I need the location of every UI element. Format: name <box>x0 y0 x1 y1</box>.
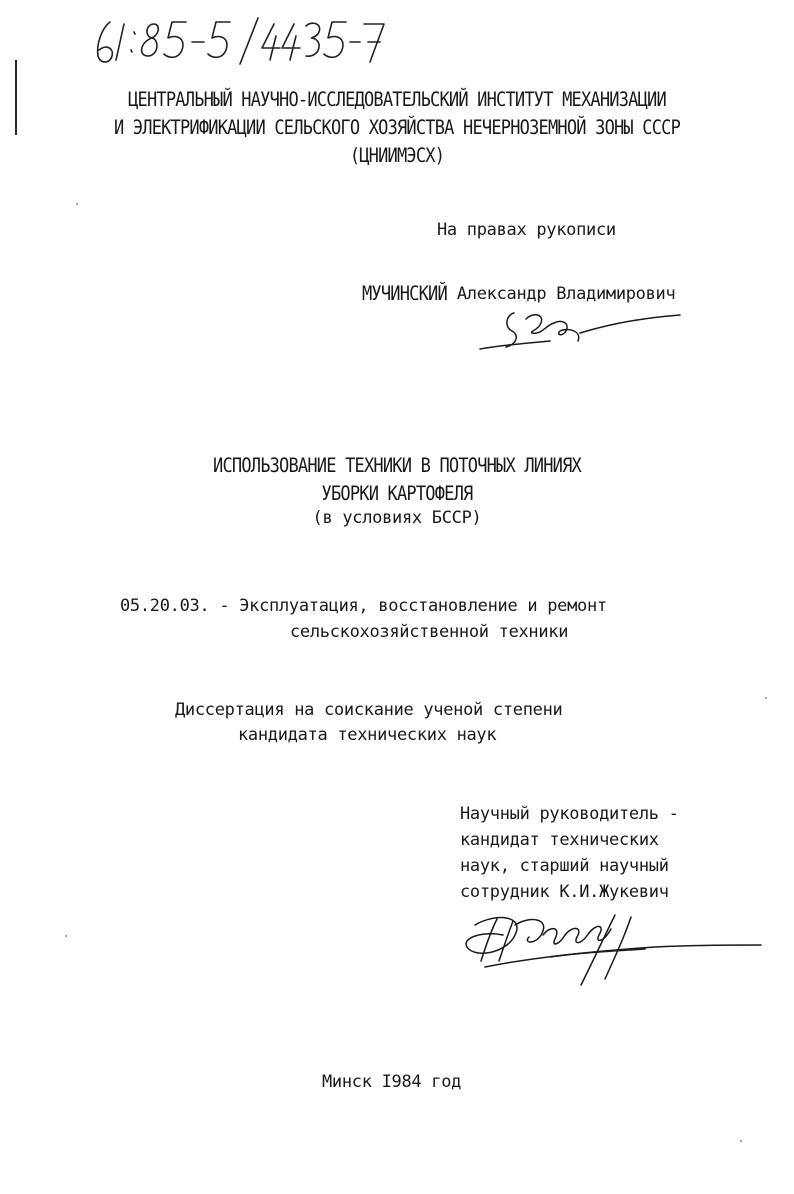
institute-line-2: И ЭЛЕКТРИФИКАЦИИ СЕЛЬСКОГО ХОЗЯЙСТВА НЕЧЕРНОЗЕМНОЙ ЗОНЫ СССР <box>113 116 681 140</box>
degree-line-1: Диссертация на соискание ученой степени <box>175 700 563 720</box>
scan-speck <box>65 935 67 937</box>
author-name <box>362 284 675 304</box>
author-signature <box>470 305 690 355</box>
author-given-names: Александр Владимирович <box>456 284 676 304</box>
supervisor-line-3: наук, старший научный <box>460 856 669 876</box>
supervisor-signature <box>455 905 775 1000</box>
rights-note: На правах рукописи <box>437 220 616 240</box>
archive-number-handwritten <box>88 10 388 70</box>
supervisor-line-2: кандидат технических <box>460 830 659 850</box>
supervisor-line-1: Научный руководитель - <box>460 804 679 824</box>
dissertation-title-line-2: УБОРКИ КАРТОФЕЛЯ <box>321 482 473 506</box>
institute-line-1: ЦЕНТРАЛЬНЫЙ НАУЧНО-ИССЛЕДОВАТЕЛЬСКИЙ ИНСТИТУТ МЕХАНИЗАЦИИ <box>128 88 666 112</box>
institute-line-3: (ЦНИИМЭСХ) <box>349 144 445 168</box>
scan-speck <box>76 203 78 205</box>
author-surname: МУЧИНСКИЙ <box>362 282 447 306</box>
scan-speck <box>765 697 767 699</box>
archive-number-drawing <box>88 10 388 70</box>
supervisor-line-4: сотрудник К.И.Жукевич <box>460 882 669 902</box>
place-and-year: Минск I984 год <box>322 1072 462 1092</box>
dissertation-title-line-3: (в условиях БССР) <box>312 508 482 528</box>
scan-speck <box>740 1140 742 1142</box>
dissertation-title-line-1: ИСПОЛЬЗОВАНИЕ ТЕХНИКИ В ПОТОЧНЫХ ЛИНИЯХ <box>213 454 581 478</box>
specialty-line-1: 05.20.03. - Эксплуатация, восстановление и ремонт <box>120 596 607 616</box>
specialty-line-2: сельскохозяйственной техники <box>290 622 569 642</box>
degree-line-2: кандидата технических наук <box>238 725 497 745</box>
